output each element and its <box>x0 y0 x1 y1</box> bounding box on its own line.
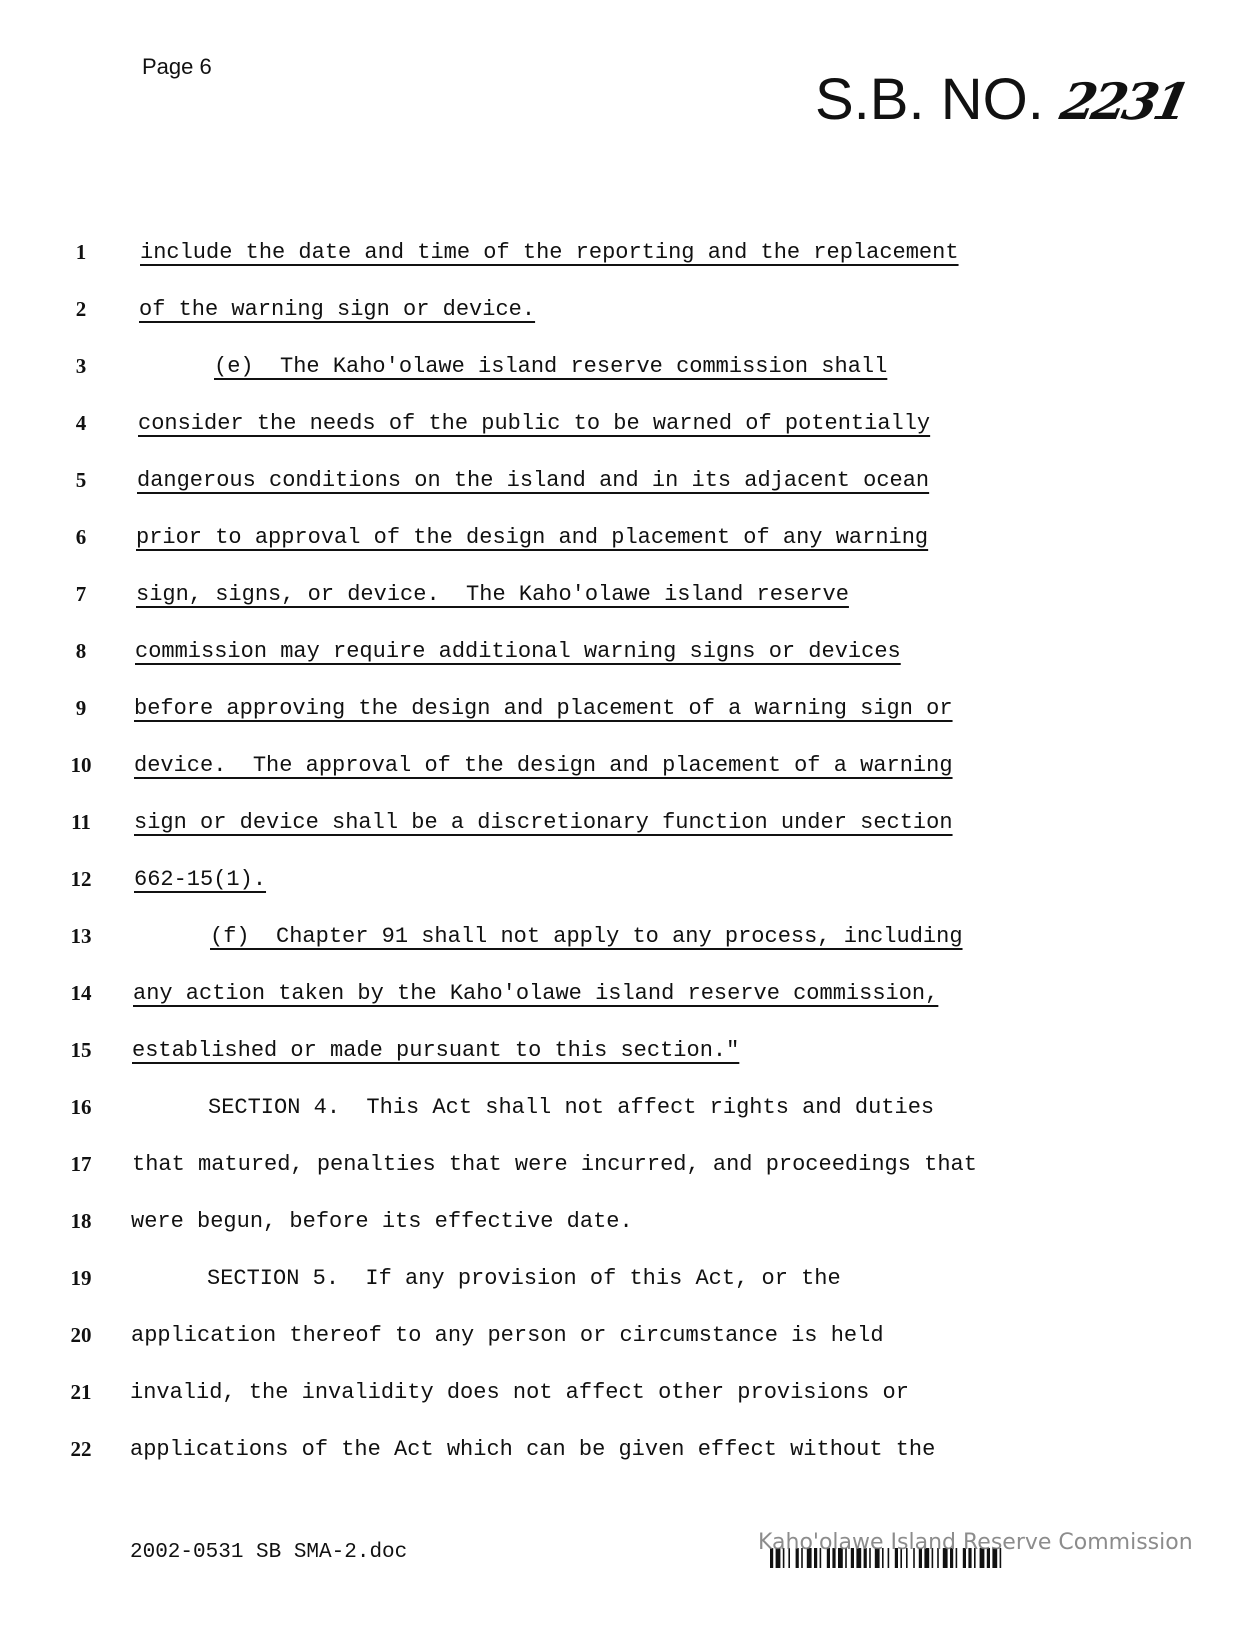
line-number: 20 <box>70 1323 92 1347</box>
line-text: device. The approval of the design and placement of a warning <box>134 753 953 778</box>
archive-watermark: Kaho'olawe Island Reserve Commission <box>758 1530 1193 1555</box>
line-text: invalid, the invalidity does not affect other provisions or <box>130 1380 909 1405</box>
line-text: dangerous conditions on the island and in its adjacent ocean <box>137 468 930 493</box>
line-text: were begun, before its effective date. <box>131 1209 633 1234</box>
line-number: 16 <box>70 1095 92 1119</box>
line-number: 6 <box>75 525 87 549</box>
line-number: 22 <box>70 1437 92 1461</box>
bill-prefix: S.B. NO. <box>815 67 1044 132</box>
line-number: 18 <box>70 1209 92 1233</box>
line-number: 21 <box>70 1380 92 1404</box>
line-text: SECTION 4. This Act shall not affect rights and duties <box>208 1095 935 1120</box>
line-number: 13 <box>70 924 92 948</box>
line-text: prior to approval of the design and placement of any warning <box>136 525 929 550</box>
line-text: any action taken by the Kaho'olawe island reserve commission, <box>133 981 939 1006</box>
line-text: 662-15(1). <box>134 867 267 892</box>
line-number: 8 <box>75 639 87 663</box>
line-number: 12 <box>70 867 92 891</box>
line-number: 5 <box>75 468 87 492</box>
line-number: 17 <box>70 1152 92 1176</box>
line-text: sign or device shall be a discretionary function under section <box>134 810 953 835</box>
line-text: that matured, penalties that were incurred, and proceedings that <box>132 1152 977 1177</box>
line-number: 14 <box>70 981 92 1005</box>
footer-file-name: 2002-0531 SB SMA-2.doc <box>130 1541 408 1564</box>
line-text: commission may require additional warning signs or devices <box>135 639 901 664</box>
line-number: 15 <box>70 1038 92 1062</box>
line-text: sign, signs, or device. The Kaho'olawe island reserve <box>136 582 849 607</box>
page-label: Page 6 <box>142 54 212 79</box>
line-text: application thereof to any person or circumstance is held <box>131 1323 884 1348</box>
line-number: 19 <box>70 1266 92 1290</box>
line-text: consider the needs of the public to be warned of potentially <box>138 411 931 436</box>
line-number: 2 <box>75 297 87 321</box>
line-number: 4 <box>75 411 87 435</box>
line-text: SECTION 5. If any provision of this Act, or the <box>207 1266 841 1291</box>
line-text: applications of the Act which can be given effect without the <box>130 1437 936 1462</box>
line-number: 1 <box>75 240 87 264</box>
bill-number <box>815 66 1192 133</box>
line-text: (f) Chapter 91 shall not apply to any process, including <box>210 924 963 949</box>
line-number: 3 <box>75 354 87 378</box>
handwritten-bill-number: 2231 <box>1055 72 1192 131</box>
line-text: include the date and time of the reporting and the replacement <box>140 240 959 265</box>
line-number: 10 <box>70 753 92 777</box>
line-text: (e) The Kaho'olawe island reserve commission shall <box>214 354 888 379</box>
line-text: established or made pursuant to this section." <box>132 1038 740 1063</box>
line-number: 7 <box>75 582 87 606</box>
line-number: 9 <box>75 696 87 720</box>
line-number: 11 <box>71 810 91 834</box>
line-text: before approving the design and placement of a warning sign or <box>134 696 953 721</box>
line-text: of the warning sign or device. <box>139 297 536 322</box>
